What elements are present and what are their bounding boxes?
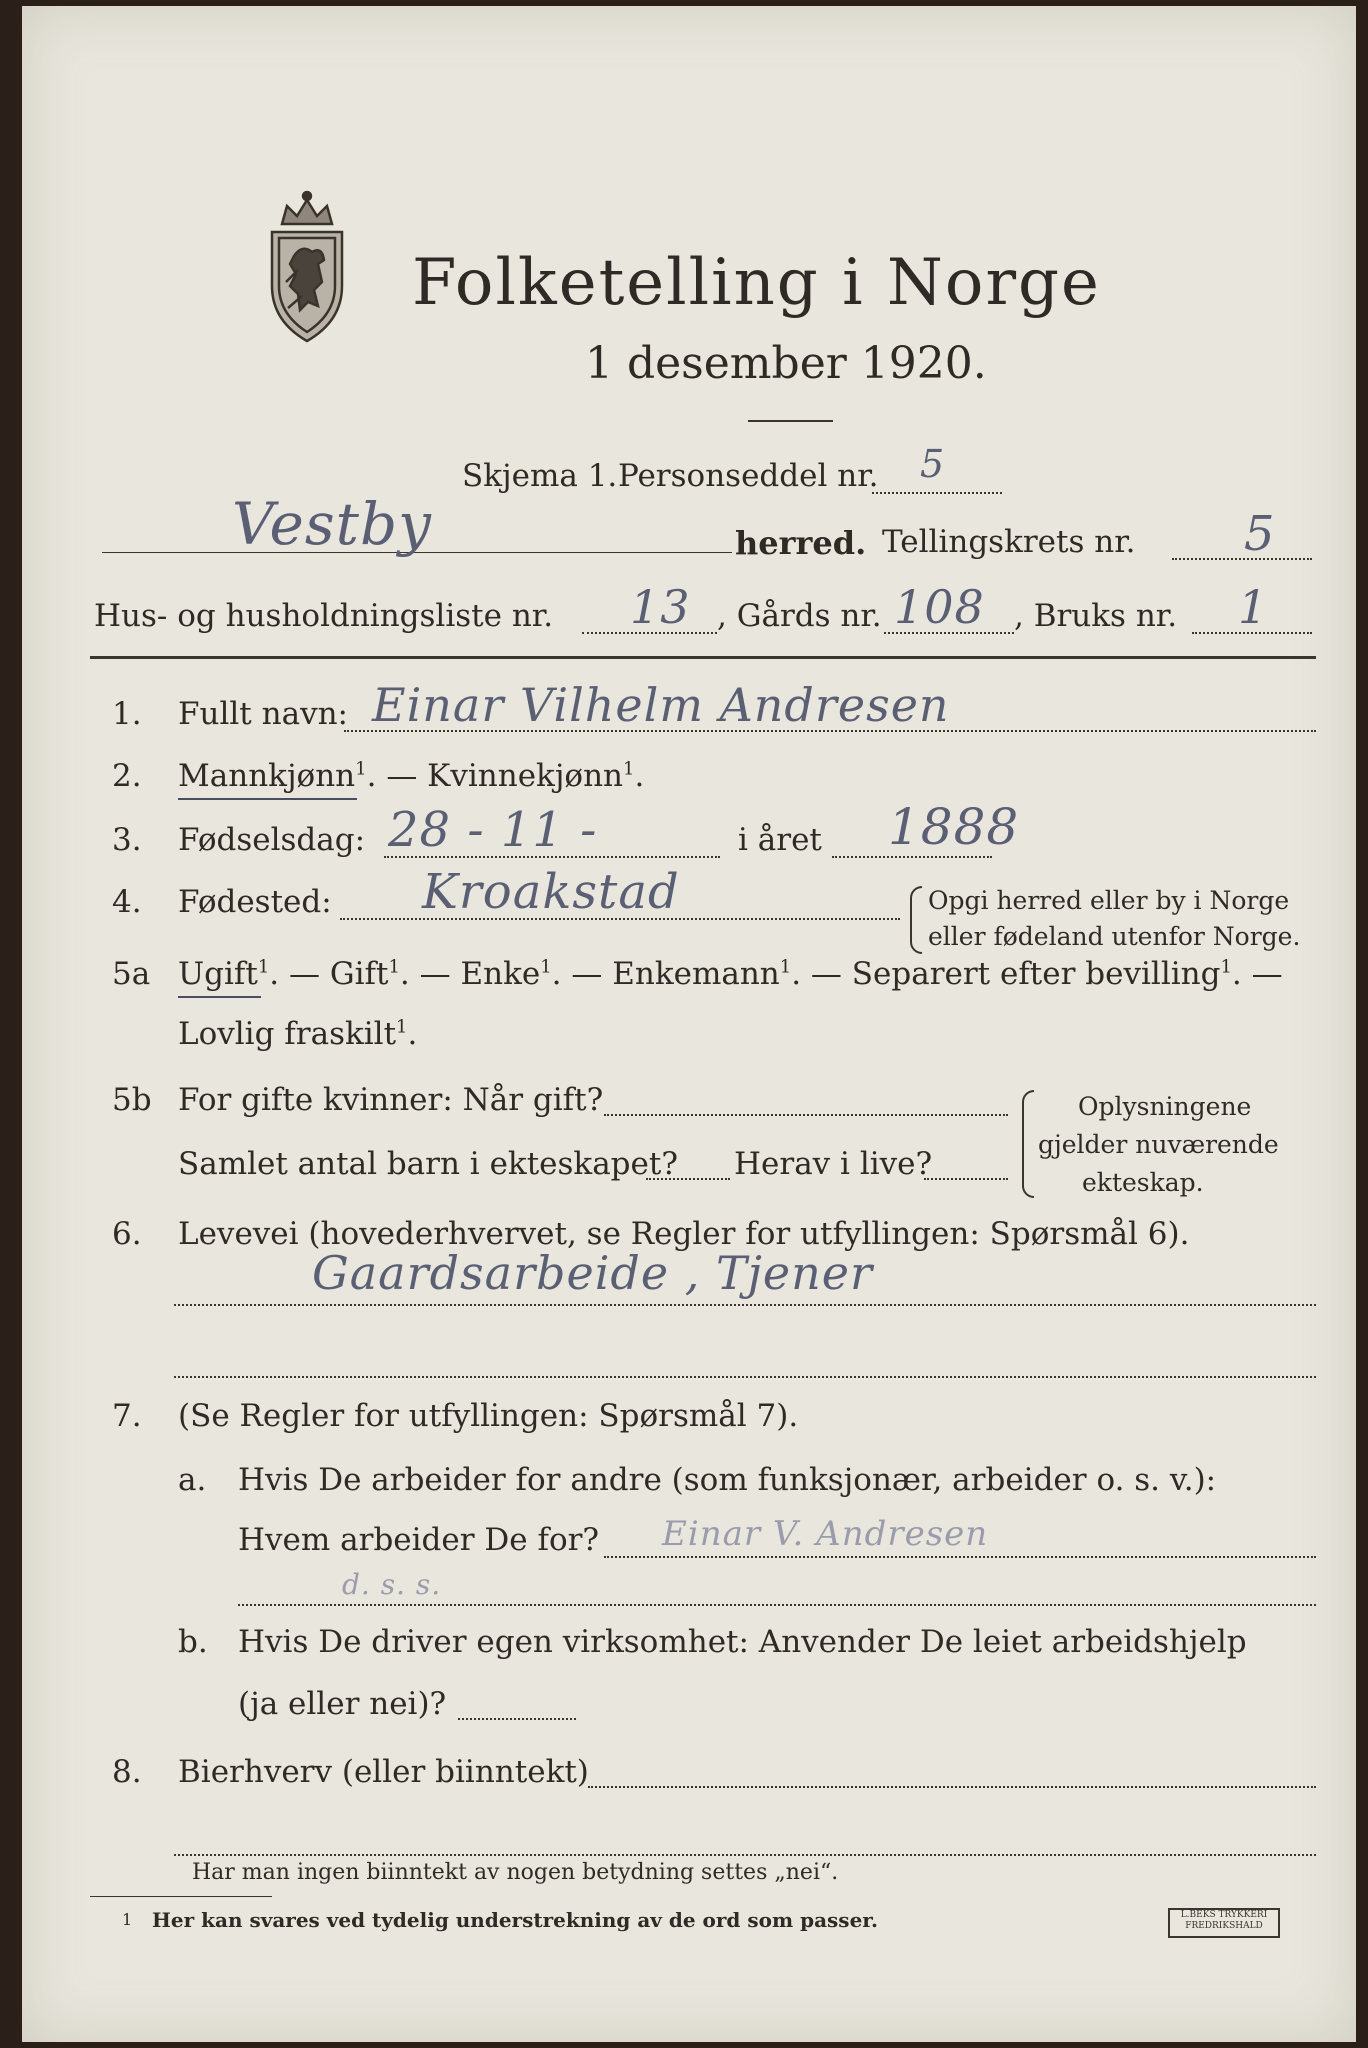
- year-line: [832, 856, 992, 858]
- hus-label: Hus- og husholdningsliste nr.: [94, 598, 554, 634]
- header-divider: [90, 656, 1316, 659]
- q5b-alive-label: Herav i live?: [734, 1146, 933, 1182]
- q7a-who-label: Hvem arbeider De for?: [238, 1522, 600, 1558]
- krets-nr-line: [1172, 558, 1312, 560]
- q5b-children-label: Samlet antal barn i ekteskapet?: [178, 1146, 678, 1182]
- male-underline: [178, 798, 357, 800]
- person-nr-line: [872, 492, 1002, 494]
- q7b-label-2: (ja eller nei)?: [238, 1686, 447, 1722]
- q5b-married-line: [604, 1114, 1008, 1116]
- q1-number: 1.: [112, 696, 142, 732]
- q8-label: Bierhverv (eller biinntekt): [178, 1754, 589, 1790]
- gards-label: , Gårds nr.: [717, 598, 882, 634]
- q4-note-line2: eller fødeland utenfor Norge.: [928, 922, 1301, 951]
- q8-number: 8.: [112, 1754, 142, 1790]
- q6-line2: [174, 1376, 1316, 1378]
- q7b-label: Hvis De driver egen virksomhet: Anvender De leiet arbeidshjelp: [238, 1624, 1247, 1660]
- gards-nr-value: 108: [894, 580, 985, 634]
- q5b-married-label: For gifte kvinner: Når gift?: [178, 1082, 604, 1118]
- employer-value: Einar V. Andresen: [662, 1514, 989, 1554]
- q7a-number: a.: [178, 1462, 207, 1498]
- q5b-brace: [1022, 1090, 1034, 1198]
- q7-number: 7.: [112, 1398, 142, 1434]
- stamp-line1: L.BEKS TRYKKERI: [1180, 1910, 1268, 1920]
- q4-number: 4.: [112, 884, 142, 920]
- krets-nr-value: 5: [1244, 506, 1276, 562]
- gender-options: Mannkjønn$^1$ . — Kvinnekjønn$^1$.: [178, 758, 644, 794]
- status-fraskilt: Lovlig fraskilt$^1$.: [178, 1016, 418, 1052]
- birthdate-value: 28 - 11 -: [388, 802, 598, 858]
- footnote-mark: 1: [122, 1910, 133, 1929]
- q4-note-line1: Opgi herred eller by i Norge: [928, 886, 1290, 915]
- status-separert: Separert efter bevilling$^1$: [851, 956, 1232, 992]
- occupation-value: Gaardsarbeide , Tjener: [312, 1246, 873, 1300]
- gender-male: Mannkjønn$^1$: [178, 758, 367, 794]
- status-enkemann: Enkemann$^1$: [612, 956, 792, 992]
- stamp-line2: FREDRIKSHALD: [1185, 1921, 1263, 1931]
- status-ugift: Ugift$^1$: [178, 956, 269, 992]
- q7b-line: [458, 1718, 576, 1720]
- ugift-underline: [178, 996, 261, 998]
- q5b-note-line2: gjelder nuværende: [1038, 1130, 1279, 1159]
- q5b-number: 5b: [112, 1082, 152, 1118]
- q1-label: Fullt navn:: [178, 696, 348, 732]
- q4-brace: [910, 886, 922, 954]
- bruks-nr-value: 1: [1238, 580, 1269, 634]
- q6-number: 6.: [112, 1216, 142, 1252]
- status-gift: Gift$^1$: [329, 956, 400, 992]
- q5b-children-line: [646, 1178, 730, 1180]
- herred-value: Vestby: [232, 490, 432, 558]
- krets-label: Tellingskrets nr.: [882, 524, 1136, 560]
- herred-label: herred.: [735, 524, 867, 562]
- footnote-divider: [90, 1896, 272, 1897]
- year-label: i året: [738, 822, 822, 858]
- q8-line1: [588, 1786, 1316, 1788]
- q3-label: Fødselsdag:: [178, 822, 366, 858]
- status-enke: Enke$^1$: [460, 956, 552, 992]
- birthplace-value: Kroakstad: [422, 864, 680, 920]
- q7a-line2: [238, 1604, 1316, 1606]
- q5a-number: 5a: [112, 956, 151, 992]
- marital-status-options: Ugift$^1$ . — Gift$^1$. — Enke$^1$. — Enkemann$^1$. — Separert efter bevilling$^1$. —: [178, 956, 1283, 992]
- form-title: Folketelling i Norge: [412, 246, 1101, 320]
- birth-year-value: 1888: [888, 798, 1020, 856]
- q6-line1: [174, 1304, 1316, 1306]
- q5b-alive-line: [924, 1178, 1008, 1180]
- q3-number: 3.: [112, 822, 142, 858]
- bruks-label: , Bruks nr.: [1014, 598, 1178, 634]
- q7b-number: b.: [178, 1624, 208, 1660]
- employer-value-2: d. s. s.: [342, 1568, 442, 1601]
- q8-line2: [174, 1854, 1316, 1856]
- q7-label: (Se Regler for utfyllingen: Spørsmål 7).: [178, 1398, 799, 1434]
- person-nr-value: 5: [920, 442, 946, 486]
- footnote-text: Her kan svares ved tydelig understrekning av de ord som passer.: [152, 1908, 878, 1932]
- q7a-line1: [604, 1556, 1316, 1558]
- title-divider: [748, 420, 833, 422]
- q7a-label: Hvis De arbeider for andre (som funksjonær, arbeider o. s. v.):: [238, 1462, 1217, 1498]
- schema-label: Skjema 1.: [462, 458, 618, 494]
- census-form: [22, 6, 1356, 2042]
- printer-stamp: [1168, 1908, 1280, 1938]
- coat-of-arms-icon: [252, 186, 362, 350]
- q6-label: Levevei (hovederhvervet, se Regler for utfyllingen: Spørsmål 6).: [178, 1216, 1190, 1252]
- full-name-value: Einar Vilhelm Andresen: [372, 678, 950, 732]
- hus-nr-value: 13: [630, 580, 691, 634]
- census-date: 1 desember 1920.: [585, 338, 987, 389]
- q2-number: 2.: [112, 758, 142, 794]
- gender-female: Kvinnekjønn$^1$: [427, 758, 635, 794]
- person-label: Personseddel nr.: [618, 458, 879, 494]
- no-income-note: Har man ingen biinntekt av nogen betydning settes „nei“.: [192, 1860, 839, 1885]
- q4-label: Fødested:: [178, 884, 332, 920]
- q5b-note-line1: Oplysningene: [1078, 1092, 1252, 1121]
- q5b-note-line3: ekteskap.: [1082, 1168, 1204, 1197]
